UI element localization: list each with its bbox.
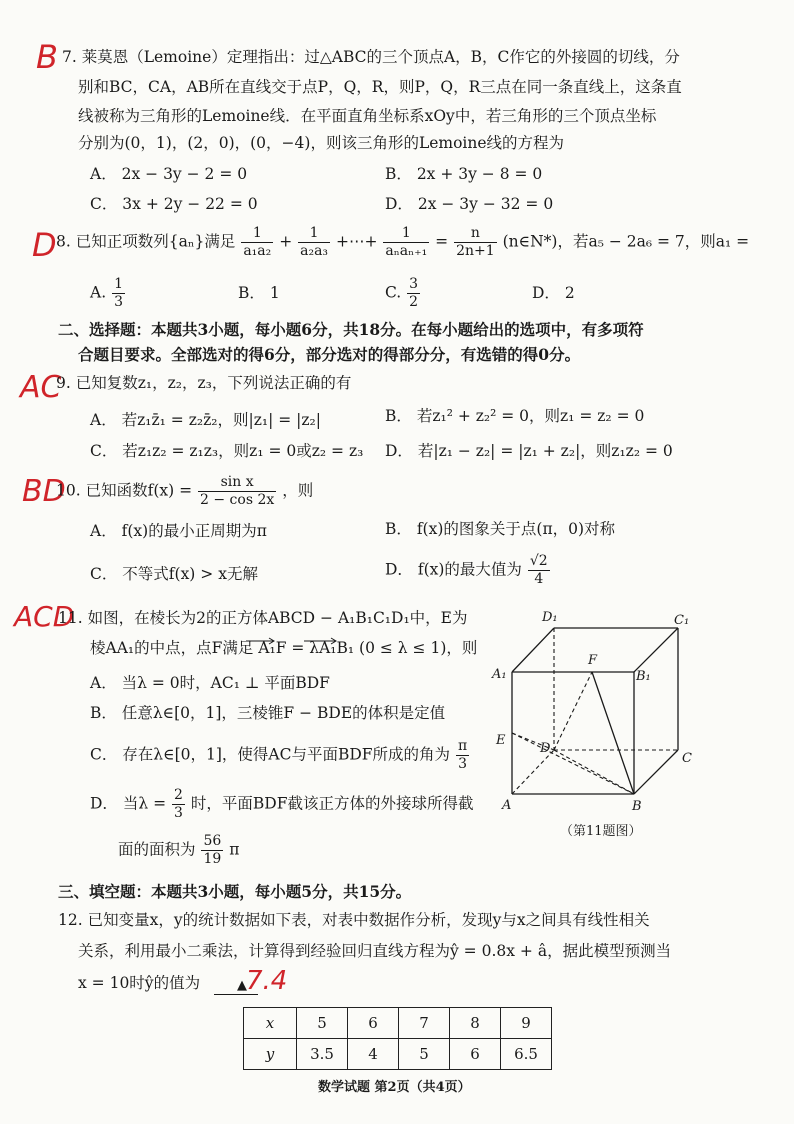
q8-fraction-1: [241, 225, 273, 260]
table-cell-x-5: 9: [501, 1008, 552, 1039]
q9-option-c: C． 若z₁z₂ = z₁z₃，则z₁ = 0或z₂ = z₃: [90, 442, 364, 460]
q11-area-den: 19: [203, 850, 222, 867]
label-d: D: [540, 741, 551, 756]
q8-option-c-den: 2: [409, 293, 419, 310]
q11-option-a: A． 当λ = 0时，AC₁ ⊥ 平面BDF: [90, 674, 330, 692]
q8-stem: [56, 225, 749, 260]
q8-plus: +: [279, 232, 293, 251]
label-d1: D₁: [542, 610, 558, 625]
q11-area-num: 56: [203, 833, 222, 849]
q8-fraction-4-num: n: [454, 225, 497, 243]
label-f: F: [588, 653, 598, 668]
table-row-x: [244, 1008, 552, 1039]
q8-fraction-1-num: 1: [241, 225, 273, 243]
q8-fraction-3-den: aₙaₙ₊₁: [385, 242, 428, 259]
q10-option-d-num: √2: [529, 553, 548, 569]
q10-option-d-den: 4: [534, 570, 544, 587]
label-a: A: [502, 798, 512, 813]
edge-b-c: [634, 750, 678, 794]
q8-fraction-2-num: 1: [298, 225, 330, 243]
q9-option-a: A． 若z₁z̄₁ = z₂z̄₂，则|z₁| = |z₂|: [90, 411, 321, 429]
q10-function-fraction: [198, 474, 276, 509]
q8-fraction-3-num: 1: [383, 225, 429, 243]
edge-b1-c1: [634, 628, 678, 672]
q12-data-table: [243, 1007, 552, 1070]
q8-option-c: [385, 276, 421, 311]
label-c1: C₁: [674, 613, 690, 628]
q7-option-d: D． 2x − 3y − 32 = 0: [385, 195, 554, 213]
table-cell-y-1: 3.5: [297, 1039, 348, 1070]
q11-line1: 11. 如图，在棱长为2的正方体ABCD − A₁B₁C₁D₁中，E为: [58, 609, 468, 627]
table-cell-y-2: 4: [348, 1039, 399, 1070]
q8-option-c-num: 3: [409, 276, 419, 292]
q7-option-c: C． 3x + 2y − 22 = 0: [90, 195, 258, 213]
label-a1: A₁: [492, 667, 507, 682]
q8-option-a-num: 1: [114, 276, 123, 292]
q11-option-c: [90, 738, 470, 773]
q10-option-b: B． f(x)的图象关于点(π，0)对称: [385, 520, 616, 538]
segment-f-b: [592, 672, 634, 794]
q8-option-d: D． 2: [532, 284, 575, 302]
q11-option-d-text: 时，平面BDF截该正方体的外接球所得截: [190, 794, 474, 813]
q11-area-fraction: [201, 833, 223, 868]
table-header-y: y: [244, 1039, 297, 1070]
label-e: E: [496, 733, 506, 748]
handwritten-answer-q10: BD: [22, 474, 66, 509]
cube-figure: [488, 606, 708, 836]
hidden-segment-d-f: [554, 672, 592, 750]
section2-heading-line1: 二、选择题：本题共3小题，每小题6分，共18分。在每小题给出的选项中，有多项符: [58, 320, 644, 339]
q10-option-d: [385, 553, 551, 588]
handwritten-answer-q12: 7.4: [246, 966, 288, 996]
q7-line2: 别和BC，CA，AB所在直线交于点P，Q，R，则P，Q，R三点在同一条直线上，这条直: [78, 78, 682, 96]
q12-line3: x = 10时ŷ的值为: [78, 974, 201, 992]
q11-option-d-line2-text: 面的面积为: [118, 840, 196, 859]
q8-option-b: B． 1: [238, 284, 280, 302]
q8-fraction-2-den: a₂a₃: [300, 242, 329, 259]
q7-line1: 7. 莱莫恩（Lemoine）定理指出：过△ABC的三个顶点A，B，C作它的外接圆的切线，分: [62, 48, 680, 66]
q12-line2: 关系，利用最小二乘法，计算得到经验回归直线方程为ŷ = 0.8x + â，据此模型预测当: [78, 942, 672, 960]
q10-stem: [56, 474, 313, 509]
q10-option-d-fraction: [528, 553, 550, 588]
q11-area-pi: π: [229, 840, 240, 859]
table-cell-x-2: 6: [348, 1008, 399, 1039]
table-header-x: x: [244, 1008, 297, 1039]
q9-option-d: D． 若|z₁ − z₂| = |z₁ + z₂|，则z₁z₂ = 0: [385, 442, 673, 460]
q10-function-num: sin x: [198, 474, 276, 492]
page-footer: 数学试题 第2页（共4页）: [318, 1080, 471, 1095]
q10-stem-post: ，则: [282, 481, 314, 500]
label-b1: B₁: [636, 669, 651, 684]
q8-option-c-label: C.: [385, 283, 402, 302]
table-cell-y-5: 6.5: [501, 1039, 552, 1070]
q11-option-d-den: 3: [174, 804, 183, 821]
q11-option-d: [90, 787, 473, 822]
q11-option-c-fraction: [456, 738, 469, 773]
q8-fraction-1-den: a₁a₂: [243, 242, 272, 259]
q7-option-b: B． 2x + 3y − 8 = 0: [385, 165, 543, 183]
q9-option-b: B． 若z₁² + z₂² = 0，则z₁ = z₂ = 0: [385, 407, 645, 425]
q10-stem-pre: 10. 已知函数f(x) =: [56, 481, 193, 500]
q11-option-b: B． 任意λ∈[0，1]，三棱锥F − BDE的体积是定值: [90, 704, 446, 722]
table-cell-x-3: 7: [399, 1008, 450, 1039]
q11-vector-arrows: [244, 636, 374, 646]
table-cell-y-3: 5: [399, 1039, 450, 1070]
edge-a1-d1: [512, 628, 554, 672]
q8-equals: =: [435, 232, 449, 251]
table-cell-x-4: 8: [450, 1008, 501, 1039]
q10-option-c: C． 不等式f(x) > x无解: [90, 565, 258, 583]
q8-option-c-fraction: [407, 276, 420, 311]
q8-fraction-2: [298, 225, 330, 260]
q8-fraction-4-den: 2n+1: [456, 242, 495, 259]
q11-line2: 棱AA₁的中点，点F满足 A₁F = λA₁B₁ (0 ≤ λ ≤ 1)，则: [90, 639, 478, 657]
q8-ellipsis: +⋯+: [335, 232, 378, 251]
q12-line1: 12. 已知变量x，y的统计数据如下表，对表中数据作分析，发现y与x之间具有线性相关: [58, 911, 650, 929]
section3-heading: 三、填空题：本题共3小题，每小题5分，共15分。: [58, 882, 412, 901]
handwritten-answer-q7: B: [36, 38, 58, 76]
q11-option-d-fraction: [172, 787, 185, 822]
q8-option-a: [90, 276, 126, 311]
table-cell-x-1: 5: [297, 1008, 348, 1039]
handwritten-answer-q11: ACD: [14, 600, 75, 633]
section2-heading-line2: 合题目要求。全部选对的得6分，部分选对的得部分分，有选错的得0分。: [78, 345, 581, 364]
handwritten-answer-q9: AC: [20, 370, 62, 405]
label-b: B: [632, 799, 642, 814]
q11-option-c-den: 3: [458, 755, 468, 772]
q8-option-a-label: A.: [90, 283, 107, 302]
q8-fraction-3: [383, 225, 429, 260]
q11-figure-caption: （第11题图）: [560, 824, 642, 839]
q8-option-a-den: 3: [114, 293, 123, 310]
handwritten-answer-q8: D: [32, 226, 57, 264]
q7-line4: 分别为(0，1)，(2，0)，(0，−4)，则该三角形的Lemoine线的方程为: [78, 134, 565, 152]
q8-stem-post: (n∈N*)，若a₅ − 2a₆ = 7，则a₁ =: [502, 232, 750, 251]
q7-option-a: A． 2x − 3y − 2 = 0: [90, 165, 248, 183]
q11-option-d-label: D． 当λ =: [90, 794, 167, 813]
q11-option-d-line2: [118, 833, 239, 868]
hidden-edge-a-d: [512, 750, 554, 794]
q8-fraction-4: [454, 225, 497, 260]
q8-stem-pre: 8. 已知正项数列{aₙ}满足: [56, 232, 236, 251]
label-c: C: [682, 751, 692, 766]
table-cell-y-4: 6: [450, 1039, 501, 1070]
q11-option-d-num: 2: [174, 787, 183, 803]
q10-function-den: 2 − cos 2x: [200, 491, 275, 508]
q12-blank-marker: ▲: [237, 978, 247, 993]
q8-option-a-fraction: [112, 276, 125, 311]
q11-option-c-label: C． 存在λ∈[0，1]，使得AC与平面BDF所成的角为: [90, 745, 451, 764]
q9-stem: 9. 已知复数z₁，z₂，z₃，下列说法正确的有: [56, 374, 352, 392]
q11-option-c-num: π: [457, 738, 468, 754]
q7-line3: 线被称为三角形的Lemoine线．在平面直角坐标系xOy中，若三角形的三个顶点坐标: [78, 107, 657, 125]
table-row-y: [244, 1039, 552, 1070]
q10-option-d-label: D． f(x)的最大值为: [385, 560, 522, 579]
q10-option-a: A． f(x)的最小正周期为π: [90, 522, 267, 540]
